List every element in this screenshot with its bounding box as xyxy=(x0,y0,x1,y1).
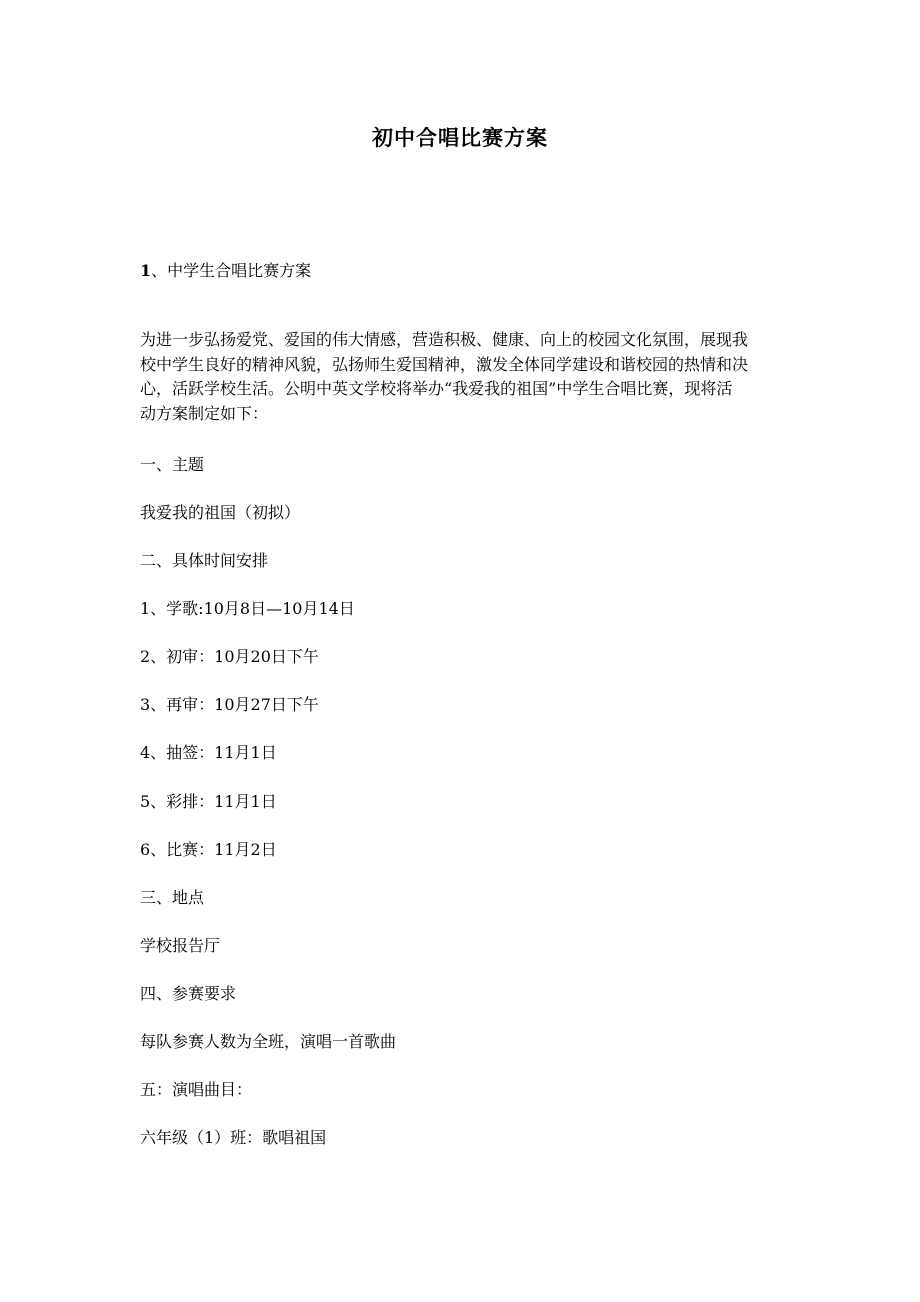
schedule-item: 1、学歌:10月8日—10月14日 xyxy=(140,599,355,618)
location-text: 学校报告厅 xyxy=(140,936,221,955)
heading-songs: 五：演唱曲目： xyxy=(140,1080,253,1099)
intro-line: 心，活跃学校生活。公明中英文学校将举办“我爱我的祖国”中学生合唱比赛，现将活 xyxy=(140,379,733,398)
section-heading xyxy=(140,258,311,281)
document-title: 初中合唱比赛方案 xyxy=(372,125,548,150)
schedule-item: 5、彩排：11月1日 xyxy=(140,792,277,811)
intro-line: 为进一步弘扬爱党、爱国的伟大情感，营造积极、健康、向上的校园文化氛围，展现我 xyxy=(140,330,749,349)
requirements-text: 每队参赛人数为全班，演唱一首歌曲 xyxy=(140,1032,397,1051)
heading-theme: 一、主题 xyxy=(140,455,205,474)
section-number: 1 xyxy=(140,261,152,280)
schedule-item: 2、初审：10月20日下午 xyxy=(140,647,319,666)
intro-line: 校中学生良好的精神风貌，弘扬师生爱国精神，激发全体同学建设和谐校园的热情和决 xyxy=(140,354,749,374)
song-item: 六年级（1）班：歌唱祖国 xyxy=(140,1128,327,1147)
heading-schedule: 二、具体时间安排 xyxy=(140,551,269,570)
schedule-item: 3、再审：10月27日下午 xyxy=(140,695,319,714)
heading-location: 三、地点 xyxy=(140,888,205,907)
intro-paragraph xyxy=(140,328,782,426)
schedule-item: 6、比赛：11月2日 xyxy=(140,840,277,859)
theme-text: 我爱我的祖国（初拟） xyxy=(140,503,301,522)
schedule-item: 4、抽签：11月1日 xyxy=(140,743,277,762)
intro-line: 动方案制定如下： xyxy=(140,403,269,423)
heading-requirements: 四、参赛要求 xyxy=(140,984,237,1003)
section-heading-text: 、中学生合唱比赛方案 xyxy=(151,261,312,280)
